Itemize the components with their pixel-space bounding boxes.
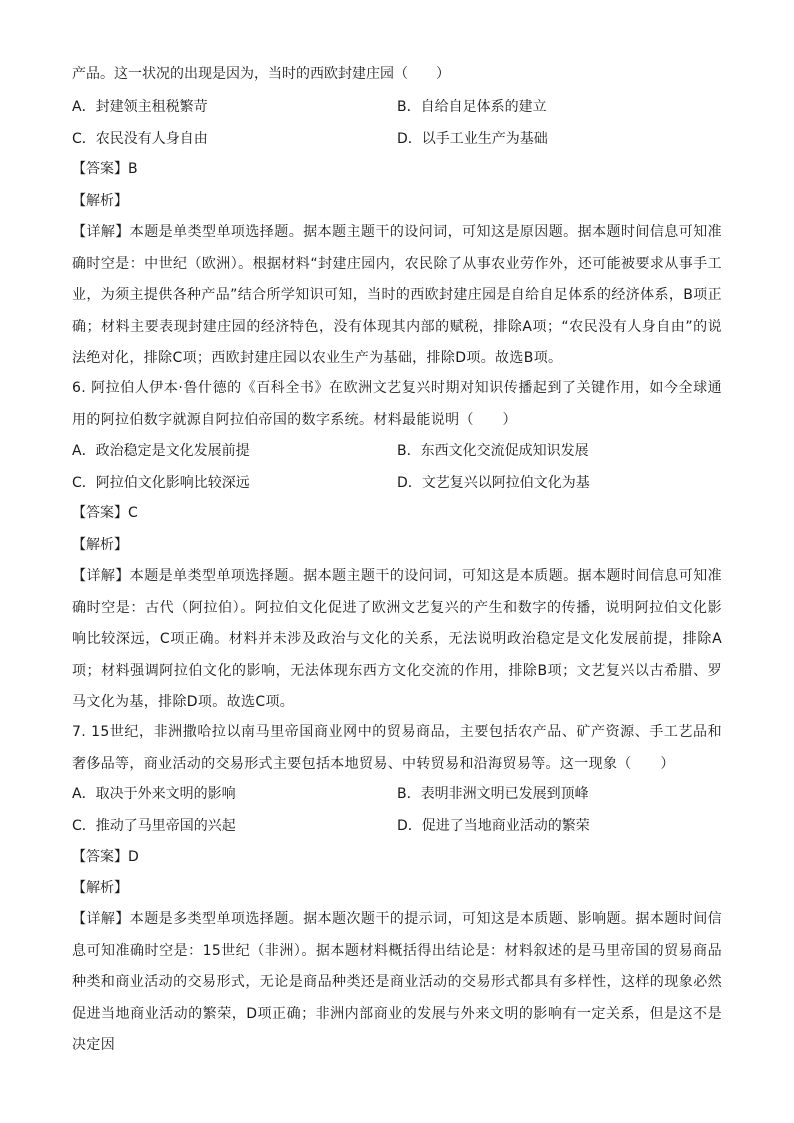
question-5-stem: 产品。这一状况的出现是因为，当时的西欧封建庄园（ ） [72, 66, 450, 82]
question-5-option-d: D．以手工业生产为基础 [397, 131, 548, 147]
question-6-stem: 6. 阿拉伯人伊本·鲁什德的《百科全书》在欧洲文艺复兴时期对知识传播起到了关键作用，如今全球通用的阿拉伯数字就源自阿拉伯帝国的数字系统。材料最能说明（ ） [72, 380, 722, 428]
question-5-option-c: C．农民没有人身自由 [72, 131, 208, 147]
question-7-analysis-label: 【解析】 [72, 880, 128, 896]
question-7-option-b: B．表明非洲文明已发展到顶峰 [397, 786, 589, 802]
question-7-stem: 7. 15世纪，非洲撒哈拉以南马里帝国商业网中的贸易商品，主要包括农产品、矿产资源、手工艺品和奢侈品等，商业活动的交易形式主要包括本地贸易、中转贸易和沿海贸易等。这一现象（ ） [72, 724, 722, 772]
question-7-option-d: D．促进了当地商业活动的繁荣 [397, 818, 590, 834]
question-6-detail: 【详解】本题是单类型单项选择题。据本题主题干的设问词，可知这是本质题。据本题时间信息可知准确时空是：古代（阿拉伯）。阿拉伯文化促进了欧洲文艺复兴的产生和数字的传播，说明阿拉伯文化影响比较深远，C项正确。材料并未涉及政治与文化的关系，无法说明政治稳定是文化发展前提，排除A项；材料强调阿拉伯文化的影响，无法体现东西方文化交流的作用，排除B项；文艺复兴以古希腊、罗马文化为基，排除D项。故选C项。 [72, 568, 722, 710]
question-6-option-a: A．政治稳定是文化发展前提 [72, 443, 250, 459]
question-7-option-a: A．取决于外来文明的影响 [72, 786, 236, 802]
question-7-option-c: C．推动了马里帝国的兴起 [72, 818, 236, 834]
question-5-answer: 【答案】B [72, 161, 138, 177]
question-6-option-b: B．东西文化交流促成知识发展 [397, 443, 589, 459]
question-7-answer: 【答案】D [72, 849, 139, 865]
question-7-detail: 【详解】本题是多类型单项选择题。据本题次题干的提示词，可知这是本质题、影响题。据本题时间信息可知准确时空是：15世纪（非洲）。据本题材料概括得出结论是：材料叙述的是马里帝国的贸易商品种类和商业活动的交易形式，无论是商品种类还是商业活动的交易形式都具有多样性，这样的现象必然促进当地商业活动的繁荣，D项正确；非洲内部商业的发展与外来文明的影响有一定关系，但是这不是决定因 [72, 911, 722, 1053]
question-5-option-b: B．自给自足体系的建立 [397, 99, 547, 115]
question-6-option-c: C．阿拉伯文化影响比较深远 [72, 475, 250, 491]
question-5-detail: 【详解】本题是单类型单项选择题。据本题主题干的设问词，可知这是原因题。据本题时间信息可知准确时空是：中世纪（欧洲）。根据材料“封建庄园内，农民除了从事农业劳作外，还可能被要求从事手工业，为须主提供各种产品”结合所学知识可知，当时的西欧封建庄园是自给自足体系的经济体系，B项正确；材料主要表现封建庄园的经济特色，没有体现其内部的赋税，排除A项；“农民没有人身自由”的说法绝对化，排除C项；西欧封建庄园以农业生产为基础，排除D项。故选B项。 [72, 224, 722, 366]
question-6-option-d: D．文艺复兴以阿拉伯文化为基 [397, 475, 590, 491]
question-6-answer: 【答案】C [72, 505, 138, 521]
question-5-option-a: A．封建领主租税繁苛 [72, 99, 208, 115]
question-6-analysis-label: 【解析】 [72, 537, 128, 553]
question-5-analysis-label: 【解析】 [72, 193, 128, 209]
